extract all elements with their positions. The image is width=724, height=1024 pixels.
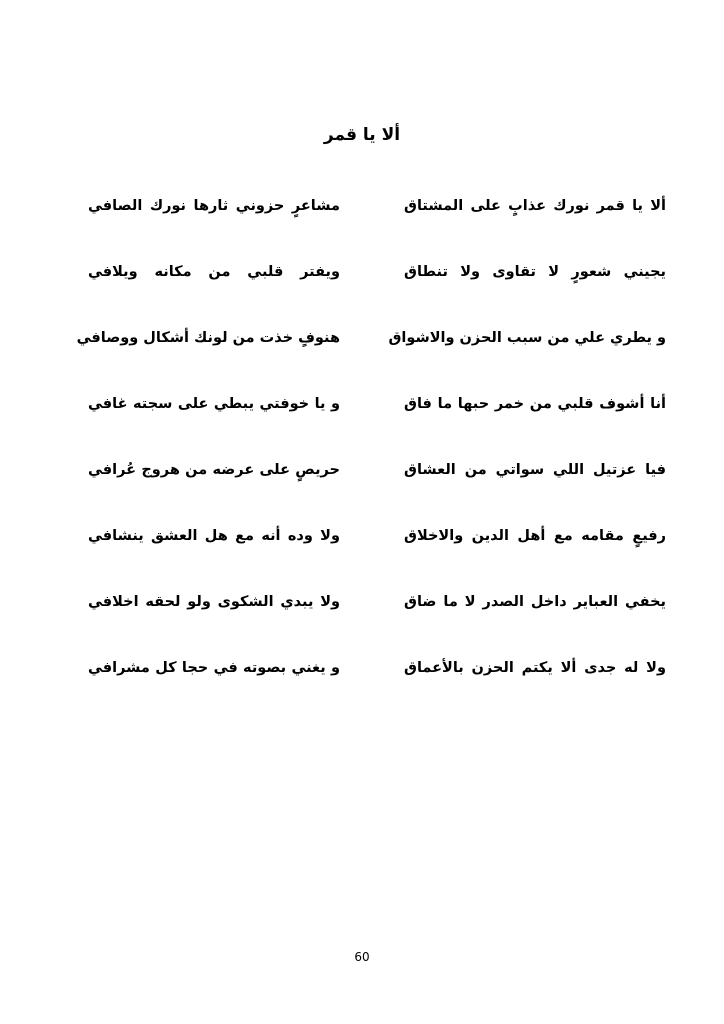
first-hemistich: أنا أشوف قلبي من خمر حبها ما فاق — [404, 396, 666, 412]
second-hemistich: و يا خوفتي يبطي على سجته غافي — [88, 396, 340, 412]
first-hemistich: ألا يا قمر نورك عذابٍ على المشتاق — [404, 198, 666, 214]
first-hemistich: رفيعٍ مقامه مع أهل الدين والاخلاق — [404, 528, 666, 544]
second-hemistich: ويفتر قلبي من مكانه ويلافي — [88, 264, 340, 280]
verse — [76, 328, 666, 394]
second-hemistich: مشاعرٍ حزوني ثارها نورك الصافي — [88, 198, 340, 214]
second-hemistich: حريصٍ على عرضه من هروج عُرافي — [88, 462, 340, 478]
poem-title: ألا يا قمر — [323, 125, 401, 145]
page-number: 60 — [354, 950, 370, 964]
verse — [88, 460, 666, 526]
verse — [88, 658, 666, 724]
first-hemistich: و يطري علي من سبب الحزن والاشواق — [388, 330, 666, 346]
first-hemistich: ولا له جدى ألا يكتم الحزن بالأعماق — [404, 660, 666, 676]
verse — [88, 394, 666, 460]
verse — [88, 196, 666, 262]
second-hemistich: و يغني بصوته في حجا كل مشرافي — [88, 660, 340, 676]
first-hemistich: فيا عزتيل اللي سواتي من العشاق — [404, 462, 666, 478]
verse — [88, 526, 666, 592]
first-hemistich: يجيني شعورٍ لا تقاوى ولا تنطاق — [404, 264, 666, 280]
first-hemistich: يخفي العباير داخل الصدر لا ما ضاق — [404, 594, 666, 610]
verse — [88, 592, 666, 658]
verse — [88, 262, 666, 328]
second-hemistich: ولا يبدي الشكوى ولو لحقه اخلافي — [88, 594, 340, 610]
second-hemistich: ولا وده أنه مع هل العشق ينشافي — [88, 528, 340, 544]
poem-body — [76, 196, 666, 724]
second-hemistich: هنوفٍ خذت من لونك أشكال ووصافي — [76, 330, 340, 346]
